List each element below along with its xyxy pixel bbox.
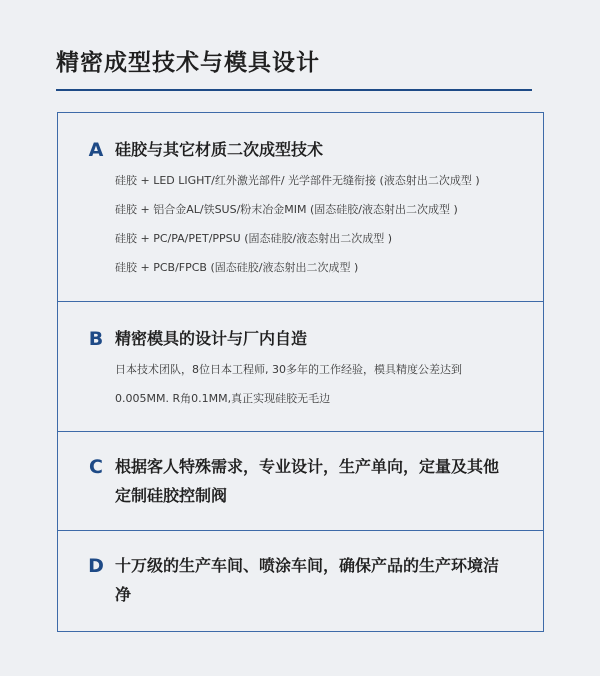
section-letter: B	[88, 328, 104, 350]
section-heading: 精密模具的设计与厂内自造	[115, 329, 308, 348]
title-underline	[56, 89, 532, 91]
list-item: 硅胶 + 铝合金AL/铁SUS/粉末冶金MIM (固态硅胶/液态射出二次成型 )	[115, 203, 458, 216]
capabilities-panel	[57, 112, 544, 632]
section-lines	[115, 166, 529, 282]
section-paragraph: 日本技术团队，8位日本工程师, 30多年的工作经验，模具精度公差达到0.005MM. R角0.1MM,真正实现硅胶无毛边	[115, 363, 462, 405]
section-heading: 根据客人特殊需求，专业设计，生产单向，定量及其他定制硅胶控制阀	[115, 457, 500, 505]
section-letter: A	[88, 139, 104, 161]
list-item: 硅胶 + LED LIGHT/红外激光部件/ 光学部件无缝衔接 (液态射出二次成型 )	[115, 174, 480, 187]
section-c	[58, 431, 543, 530]
section-b	[58, 301, 543, 431]
section-heading: 硅胶与其它材质二次成型技术	[115, 140, 324, 159]
section-letter: C	[89, 456, 103, 478]
section-d	[58, 530, 543, 631]
section-letter: D	[88, 555, 104, 577]
list-item: 硅胶 + PCB/FPCB (固态硅胶/液态射出二次成型 )	[115, 261, 359, 274]
list-item: 硅胶 + PC/PA/PET/PPSU (固态硅胶/液态射出二次成型 )	[115, 232, 392, 245]
section-heading: 十万级的生产车间、喷涂车间，确保产品的生产环境洁净	[115, 556, 500, 604]
page-title: 精密成型技术与模具设计	[56, 50, 320, 76]
section-a	[58, 113, 543, 301]
